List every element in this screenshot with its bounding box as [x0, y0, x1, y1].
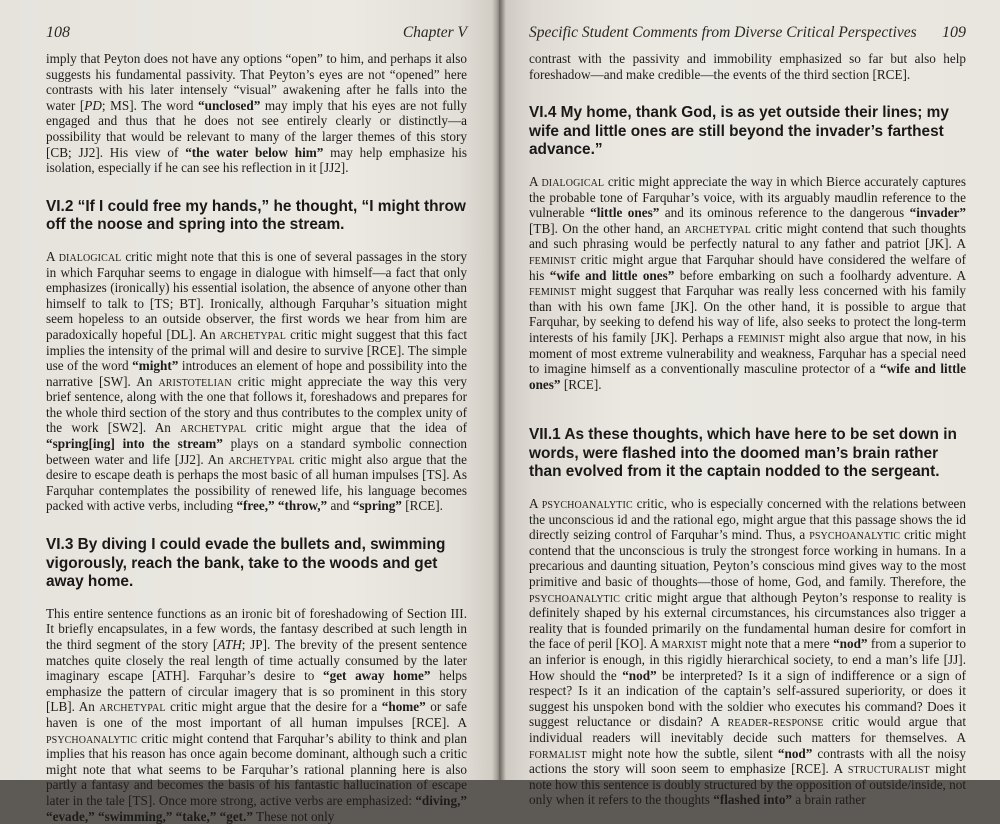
- right-chapter-title: Specific Student Comments from Diverse Critical Perspectives: [529, 24, 917, 41]
- left-page-number: 108: [46, 24, 70, 41]
- right-running-head: [529, 24, 966, 42]
- left-page: [0, 0, 497, 824]
- section-heading-vii1: VII.1 As these thoughts, which have here to be set down in words, were flashed into the doomed man’s brain rather than evolved from it the captain nodded to the sergeant.: [529, 426, 957, 481]
- right-paragraph-1: contrast with the passivity and immobility emphasized so far but also help foreshadow—and make credible—the events of the third section [RCE].: [529, 51, 966, 82]
- left-paragraph-1: imply that Peyton does not have any options “open” to him, and perhaps it also suggests his fundamental passivity. That Peyton’s eyes are not “opened” here contrasts with his later intensely “visual” awakening after he falls into the water [PD; MS]. The word “unclosed” may imply that his eyes are not fully engaged and thus that he does not see entirely clearly or distinctly—a possibility that would be relevant to many of the larger themes of this story [CB; JJ2]. His view of “the water below him” may help emphasize his isolation, especially if he can see his reflection in it [JJ2].: [46, 51, 467, 176]
- right-paragraph-3: A psychoanalytic critic, who is especially concerned with the relations between the unconscious id and the rational ego, might argue that this passage shows the id directly seizing control of Farquhar’s mind. Thus, a psychoanalytic critic might contend that the unconscious is truly the strongest force working in humans. In a precarious and daunting situation, Peyton’s conscious mind gives way to the most primitive and basic of thoughts—those of home, God, and family. Therefore, the psychoanalytic critic might argue that although Peyton’s response to reality is definitely shaped by his external circumstances, his circumstances also trigger a reality that is founded primarily on the fundamental human desire for comfort in the face of peril [KO]. A marxist might note that a mere “nod” from a superior to an inferior is enough, in this rigidly hierarchical society, to end a man’s life [JJ]. How should the “nod” be interpreted? Is it a sign of indifference or a sign of respect? Is it an indication of the captain’s self-assured superiority, or does it suggest his unspoken bond with the soldier who executes his command? Does it suggest reluctance or disdain? A reader-response critic would argue that individual readers will inevitably decide such matters for themselves. A formalist might note how the subtle, silent “nod” contrasts with all the noisy actions the story will soon seem to emphasize [RCE]. A structuralist might note how this sentence is doubly structured by the opposition of outside/inside, not only when it refers to the thoughts “flashed into” a brain rather: [529, 496, 966, 808]
- section-heading-vi2: VI.2 “If I could free my hands,” he thought, “I might throw off the noose and spring into the stream.: [46, 197, 466, 234]
- section-heading-vi3: VI.3 By diving I could evade the bullets and, swimming vigorously, reach the bank, take to the woods and get away home.: [46, 536, 446, 591]
- left-paragraph-2: A dialogical critic might note that this is one of several passages in the story in which Farquhar seems to engage in dialogue with himself—a fact that only emphasizes (ironically) his essential isolation, the absence of anyone other than himself to talk to [TS; BT]. Ironically, although Farquhar’s situation might seem hopeless to an outside observer, the first words we hear from him are paradoxically hopeful [DL]. An archetypal critic might suggest that this fact implies the intensity of the primal will and desire to survive [RCE]. The simple use of the word “might” introduces an element of hope and possibility into the narrative [SW]. An aristotelian critic might appreciate the way this very brief sentence, along with the one that follows it, foreshadows and prepares for the whole third section of the story and thus contributes to the complex unity of the work [SW2]. An archetypal critic might argue that the idea of “spring[ing] into the stream” plays on a standard symbolic connection between water and life [JJ2]. An archetypal critic might also argue that the desire to escape death is perhaps the most basic of all human impulses [TS]. As Farquhar contemplates the possibility of renewed life, his language becomes packed with active verbs, including “free,” “throw,” and “spring” [RCE].: [46, 248, 468, 514]
- right-page: [497, 0, 1000, 808]
- section-heading-vi4: VI.4 My home, thank God, is as yet outside their lines; my wife and little ones are still beyond the invader’s farthest advance.”: [529, 104, 949, 159]
- right-paragraph-2: A dialogical critic might appreciate the way in which Bierce accurately captures the probable tone of Farquhar’s voice, with its arguably maudlin reference to the vulnerable “little ones” and its ominous reference to the dangerous “invader” [TB]. On the other hand, an archetypal critic might contend that such thoughts and such phrasing would be perfectly natural to any father and patriot [JK]. A feminist critic might argue that Farquhar should have considered the welfare of his “wife and little ones” before embarking on such a foolhardy adventure. A feminist might suggest that Farquhar was really less concerned with his family than with his own fame [JK]. On the other hand, it is possible to argue that Farquhar, by seeking to defend his way of life, also seeks to protect the long-term interests of his family [JK]. Perhaps a feminist might also argue that now, in his moment of most extreme vulnerability and weakness, Farquhar has a special need to imagine himself as a conventionally masculine protector of a “wife and little ones” [RCE].: [529, 173, 967, 392]
- left-running-head: [46, 24, 467, 42]
- left-chapter-title: Chapter V: [402, 24, 467, 41]
- right-page-number: 109: [942, 24, 966, 41]
- left-paragraph-3: This entire sentence functions as an ironic bit of foreshadowing of Section III. It briefly encapsulates, in a few words, the fantasy described at such length in the third segment of the story [ATH; JP]. The brevity of the present sentence matches quite closely the real length of time actually consumed by the later imaginary escape [ATH]. Farquhar’s desire to “get away home” helps emphasize the pattern of circular imagery that is so prominent in this story [LB]. An archetypal critic might argue that the desire for a “home” or safe haven is one of the most important of all human impulses [RCE]. A psychoanalytic critic might contend that Farquhar’s ability to think and plan implies that his reason has once again become dominant, although such a critic might note that what seems to be Farquhar’s rational planning here is also partly a fantasy and becomes the basis of his fantastic hallucination of escape later in the tale [TS]. Once more strong, active verbs are emphasized: “diving,” “evade,” “swimming,” “take,” “get.” These not only: [46, 605, 468, 824]
